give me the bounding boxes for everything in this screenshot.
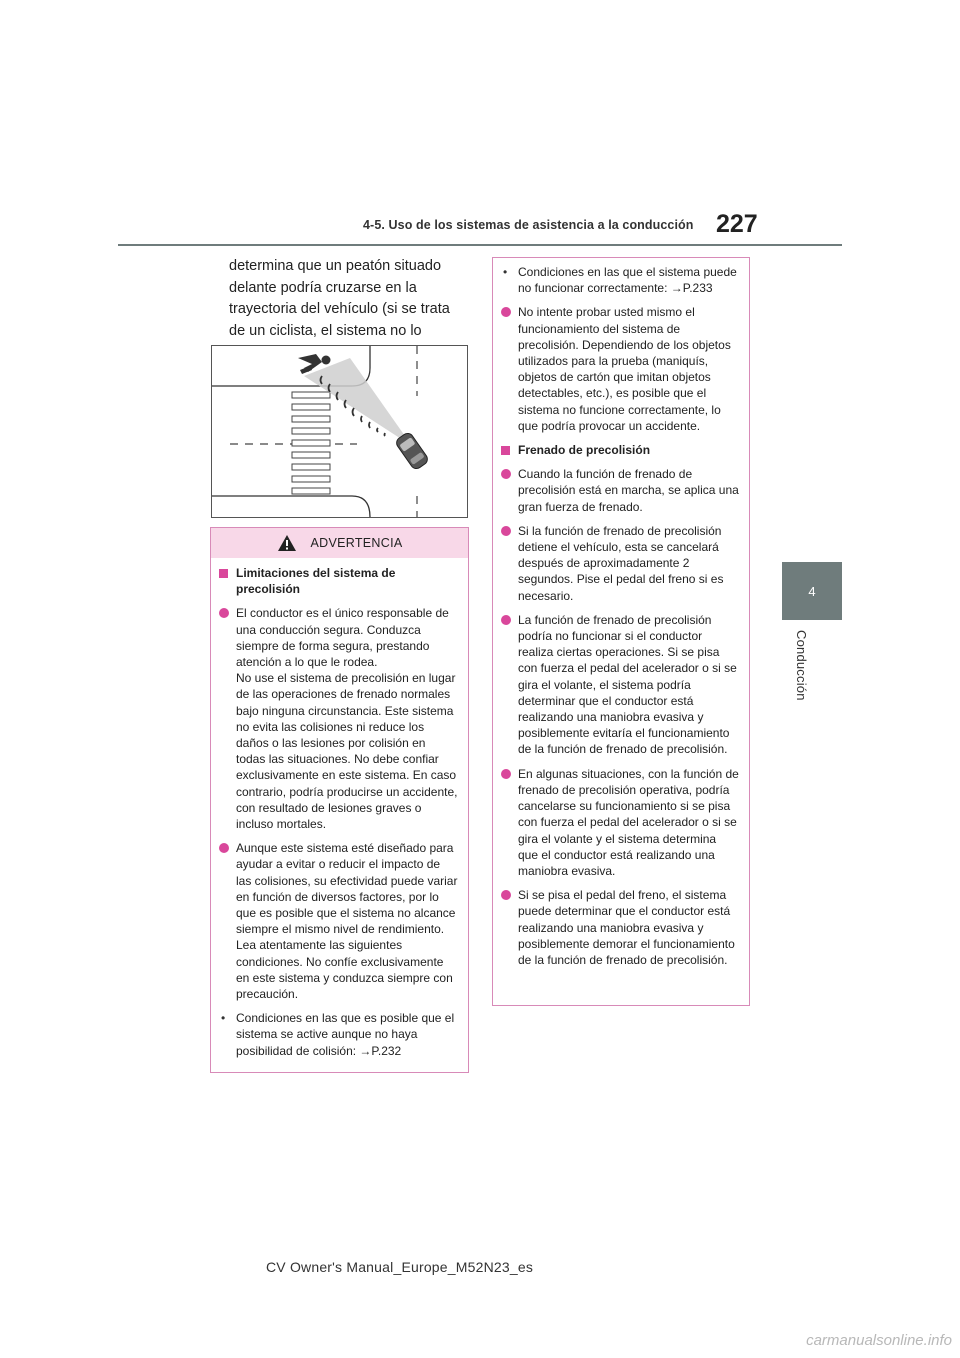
manual-name: CV Owner's Manual_Europe_M52N23_es (266, 1259, 534, 1275)
list-item (501, 442, 739, 458)
header-divider (118, 244, 842, 246)
dot-bullet-icon: • (221, 1011, 226, 1026)
warning-heading: Limitaciones del sistema de precolisión (236, 566, 396, 597)
watermark[interactable]: carmanualsonline.info (806, 1332, 952, 1349)
list-item (501, 466, 739, 515)
chapter-tab-name: Conducción (794, 630, 809, 701)
list-item (219, 1010, 458, 1059)
list-item (219, 605, 458, 832)
list-item (501, 766, 739, 879)
section-heading: Frenado de precolisión (518, 443, 651, 458)
warning-title: ADVERTENCIA (310, 535, 403, 550)
warning-item: Si se pisa el pedal del freno, el sistema puede determinar que el conductor está realizando una maniobra evasiva y posiblemente demorar el funcionamiento de la función de frenado de precolisión. (518, 888, 735, 967)
circle-bullet-icon (501, 890, 511, 900)
circle-bullet-icon (501, 615, 511, 625)
circle-bullet-icon (501, 526, 511, 536)
list-item (501, 304, 739, 434)
warning-item: Aunque este sistema esté diseñado para ayudar a evitar o reducir el impacto de las colisiones, su efectividad puede variar en función de diversos factores, por lo que es posible que el sistema no alcance siempre el mismo nivel de rendimiento. Lea atentamente las siguientes condiciones. No confíe exclusivamente en este sistema y conduzca siempre con precaución. (236, 841, 458, 1002)
list-item (501, 264, 739, 296)
car-pedestrian-detection-illustration (211, 345, 468, 518)
chapter-tab-number: 4 (782, 562, 842, 620)
circle-bullet-icon (501, 469, 511, 479)
warning-item: La función de frenado de precolisión podría no funcionar si el conductor realiza ciertas operaciones. Si se pisa con fuerza el pedal del acelerador o si se gira el volante, el sistema podría determinar que el conductor está realizando una maniobra evasiva y posiblemente evitaría el funcionamiento de la función de frenado de precolisión. (518, 612, 737, 757)
circle-bullet-icon (501, 307, 511, 317)
circle-bullet-icon (219, 608, 229, 618)
square-bullet-icon (501, 446, 510, 455)
circle-bullet-icon (219, 843, 229, 853)
intro-paragraph: determina que un peatón situado delante podría cruzarse en la trayectoria del vehículo (si se trata de un ciclista, el sistema no lo (229, 258, 450, 339)
warning-triangle-icon (277, 534, 297, 552)
condition-reference[interactable]: Condiciones en las que el sistema puede no funcionar correctamente: →P.233 (518, 265, 737, 296)
section-title: 4-5. Uso de los sistemas de asistencia a la conducción (363, 218, 694, 232)
warning-item: En algunas situaciones, con la función de frenado de precolisión operativa, podría cancelarse su funcionamiento si se pisa con fuerza el pedal del acelerador o si se gira el volante y el sistema determina que el conductor está realizando una maniobra evasiva. (518, 766, 739, 878)
list-item (501, 612, 739, 758)
dot-bullet-icon: • (503, 265, 508, 279)
page-number: 227 (716, 210, 758, 238)
list-item (501, 887, 739, 968)
warning-item: El conductor es el único responsable de una conducción segura. Conduzca siempre de forma segura, prestando atención a lo que le rodea. No use el sistema de precolisión en lugar de las operaciones de frenado normales bajo ninguna circunstancia. Este sistema no evita las colisiones ni reduce los daños o las lesiones por colisión en todas las situaciones. No debe confiar exclusivamente en este sistema. En caso contrario, podría producirse un accidente, con resultado de lesiones graves o incluso mortales. (236, 606, 458, 832)
warning-item: No intente probar usted mismo el funcionamiento del sistema de precolisión. Dependiendo de los objetos utilizados para la prueba (maniquís, objetos de cartón que imitan objetos detectables, etc.), es posible que el sistema no funcione correctamente, lo que podría provocar un accidente. (518, 305, 731, 433)
intersection-diagram (212, 346, 467, 517)
list-item (219, 840, 458, 1002)
warning-header (211, 528, 468, 558)
list-item (501, 523, 739, 604)
warning-item: Si la función de frenado de precolisión detiene el vehículo, esta se cancelará después de aproximadamente 2 segundos. Pise el pedal del freno si es necesario. (518, 523, 724, 603)
condition-reference[interactable]: Condiciones en las que es posible que el sistema se active aunque no haya posibilidad de colisión: →P.232 (236, 1011, 455, 1058)
circle-bullet-icon (501, 769, 511, 779)
warning-box (210, 527, 469, 1073)
warning-item: Cuando la función de frenado de precolisión está en marcha, se aplica una gran fuerza de frenado. (518, 467, 739, 514)
list-item (219, 565, 458, 597)
warning-box-continued (492, 257, 750, 1006)
square-bullet-icon (219, 569, 228, 578)
